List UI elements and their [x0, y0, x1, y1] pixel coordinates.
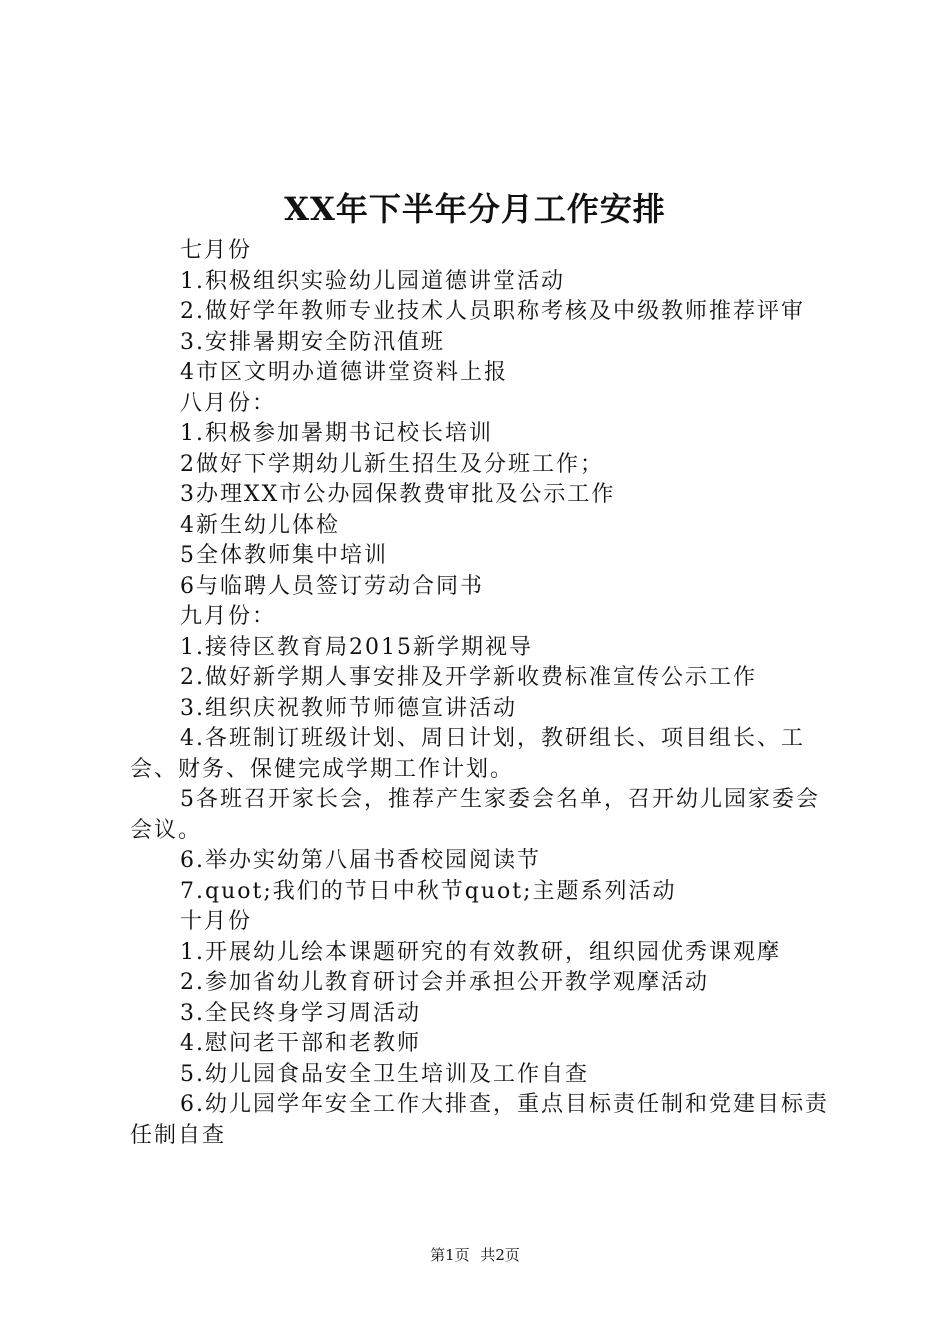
- paragraph: 1.积极参加暑期书记校长培训: [180, 421, 493, 446]
- page-footer: [0, 1244, 950, 1266]
- paragraph: 4.慰问老干部和老教师: [180, 1031, 421, 1056]
- document-body: [130, 236, 830, 1151]
- document-title: XX年下半年分月工作安排: [284, 190, 666, 228]
- paragraph: 1.接待区教育局2015新学期视导: [180, 634, 533, 660]
- paragraph: 3.全民终身学习周活动: [180, 1000, 421, 1026]
- paragraph: 6.举办实幼第八届书香校园阅读节: [180, 848, 541, 873]
- paragraph: 2做好下学期幼儿新生招生及分班工作；: [180, 451, 604, 477]
- paragraph: 5各班召开家长会，推荐产生家委会名单，召开幼儿园家委会会议。: [130, 787, 820, 843]
- paragraph: 3.组织庆祝教师节师德宣讲活动: [180, 695, 517, 721]
- paragraph: 4新生幼儿体检: [180, 512, 340, 538]
- page-number-current: 第1页: [430, 1246, 470, 1264]
- paragraph: 七月份: [180, 238, 253, 263]
- paragraph: 1.开展幼儿绘本课题研究的有效教研，组织园优秀课观摩: [180, 939, 781, 965]
- paragraph: 6与临聘人员签订劳动合同书: [180, 573, 484, 599]
- paragraph: 5.幼儿园食品安全卫生培训及工作自查: [180, 1061, 589, 1087]
- paragraph: 1.积极组织实验幼儿园道德讲堂活动: [180, 268, 565, 294]
- paragraph: 十月份: [180, 909, 253, 934]
- paragraph: 3.安排暑期安全防汛值班: [180, 329, 445, 355]
- paragraph: 2.做好新学期人事安排及开学新收费标准宣传公示工作: [180, 665, 757, 690]
- paragraph: 4.各班制订班级计划、周日计划，教研组长、项目组长、工会、财务、保健完成学期工作计划。: [130, 726, 805, 782]
- page-number-total: 共2页: [480, 1246, 520, 1264]
- paragraph: 4市区文明办道德讲堂资料上报: [180, 360, 508, 385]
- paragraph: 2.做好学年教师专业技术人员职称考核及中级教师推荐评审: [180, 299, 805, 324]
- paragraph: 九月份：: [180, 604, 277, 629]
- paragraph: 3办理XX市公办园保教费审批及公示工作: [180, 482, 616, 507]
- paragraph: 2.参加省幼儿教育研讨会并承担公开教学观摩活动: [180, 970, 709, 995]
- paragraph: 5全体教师集中培训: [180, 543, 388, 568]
- paragraph: 6.幼儿园学年安全工作大排查，重点目标责任制和党建目标责任制自查: [130, 1092, 829, 1148]
- paragraph: 7.quot;我们的节日中秋节quot;主题系列活动: [180, 878, 677, 904]
- paragraph: 八月份：: [180, 390, 277, 416]
